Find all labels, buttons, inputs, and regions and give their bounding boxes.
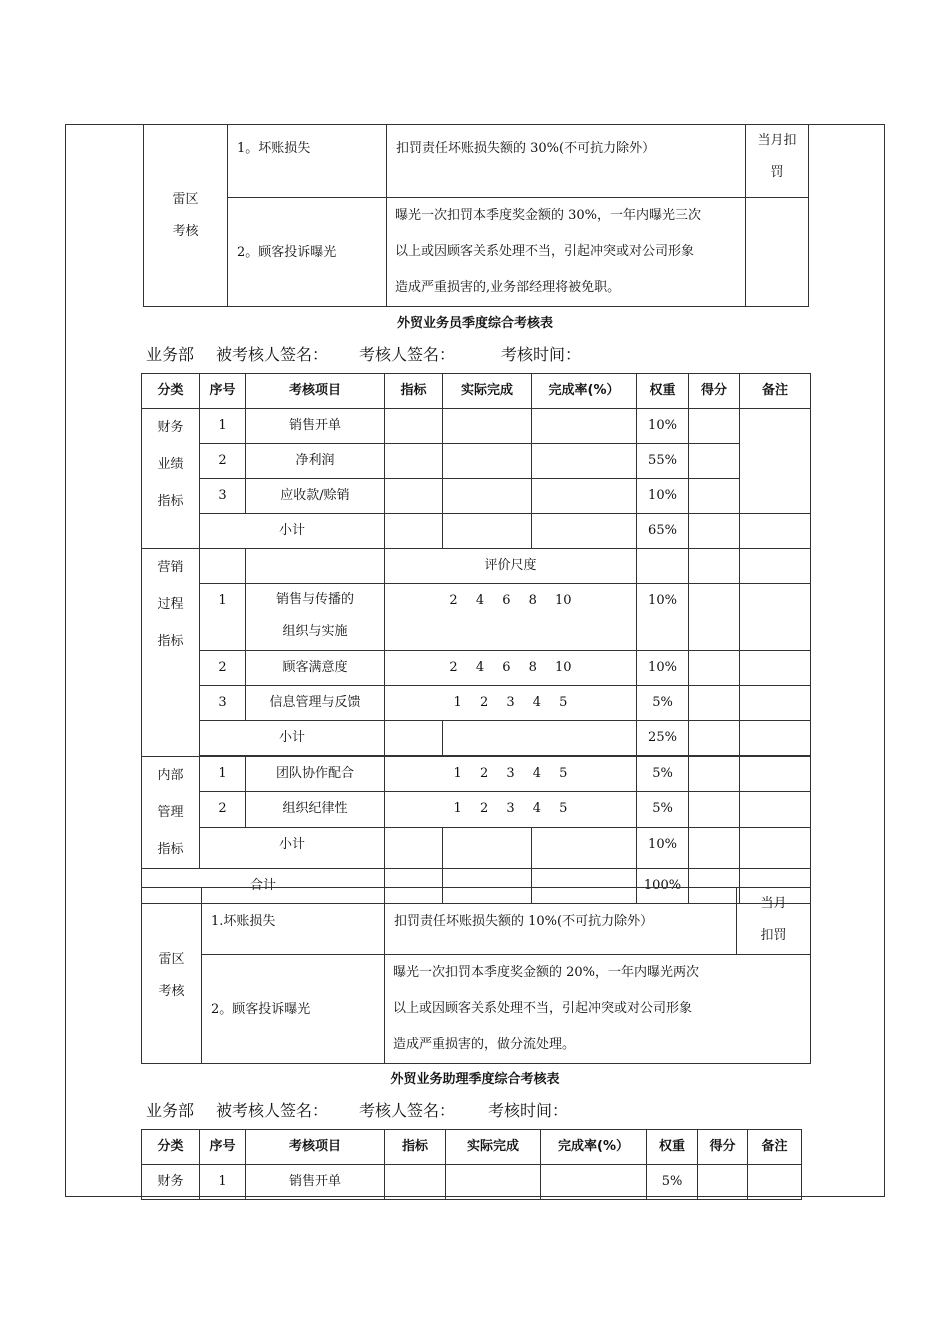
subtotal-row [142, 827, 811, 868]
header-rate: 完成率(%） [532, 374, 637, 409]
desc-bad-debt: 扣罚责任坏账损失额的 10%(不可抗力除外） [385, 888, 737, 955]
table-row [142, 1165, 802, 1200]
row-item: 信息管理与反馈 [246, 686, 385, 721]
row-item: 顾客满意度 [246, 651, 385, 686]
row-scale: 1 2 3 4 5 [385, 792, 637, 827]
table-row [142, 444, 811, 479]
note-empty [746, 198, 809, 307]
item-bad-debt: 1.坏账损失 [202, 888, 385, 955]
category-finance: 财务 业绩 指标 [142, 409, 200, 549]
scale-header: 评价尺度 [385, 549, 637, 584]
time-label: 考核时间： [501, 345, 582, 364]
note-cell: 当月扣 罚 [746, 125, 809, 198]
row-weight: 10% [637, 651, 689, 686]
row-no: 2 [200, 792, 246, 827]
header-weight: 权重 [647, 1130, 698, 1165]
row-scale: 2 4 6 8 10 [385, 651, 637, 686]
row-weight: 10% [637, 479, 689, 514]
header-row [142, 1130, 802, 1165]
header-category: 分类 [142, 1130, 200, 1165]
subtotal-weight: 25% [637, 721, 689, 756]
category-marketing: 营销 过程 指标 [142, 549, 200, 757]
row-scale: 1 2 3 4 5 [385, 686, 637, 721]
assessee-sign-label: 被考核人签名： [216, 1101, 329, 1120]
subtotal-weight: 10% [637, 827, 689, 868]
header-remark: 备注 [748, 1130, 802, 1165]
row-no: 3 [200, 479, 246, 514]
header-weight: 权重 [637, 374, 689, 409]
table-row [142, 757, 811, 792]
assessor-sign-label: 考核人签名： [359, 1101, 456, 1120]
table-row [142, 409, 811, 444]
item-bad-debt: 1。坏账损失 [228, 125, 387, 198]
header-no: 序号 [200, 374, 246, 409]
row-no: 2 [200, 444, 246, 479]
header-category: 分类 [142, 374, 200, 409]
header-actual: 实际完成 [443, 374, 532, 409]
header-indicator: 指标 [385, 1130, 446, 1165]
row-item: 团队协作配合 [246, 757, 385, 792]
desc-bad-debt: 扣罚责任坏账损失额的 30%(不可抗力除外） [387, 125, 746, 198]
assessee-sign-label: 被考核人签名： [216, 345, 329, 364]
subtotal-label: 小计 [200, 827, 385, 868]
header-item: 考核项目 [246, 374, 385, 409]
scale-header-row [142, 549, 811, 584]
table-row [142, 479, 811, 514]
row-no: 2 [200, 651, 246, 686]
row-weight: 5% [637, 792, 689, 827]
table-row [142, 651, 811, 686]
row-item: 销售与传播的 组织与实施 [246, 584, 385, 651]
header-row [142, 374, 811, 409]
section1-table [141, 373, 811, 904]
section2-title: 外贸业务助理季度综合考核表 [390, 1072, 560, 1087]
row-no: 3 [200, 686, 246, 721]
subtotal-row [142, 721, 811, 756]
header-actual: 实际完成 [446, 1130, 541, 1165]
section1-title: 外贸业务员季度综合考核表 [396, 316, 553, 331]
subtotal-label: 小计 [200, 514, 385, 549]
row-item: 组织纪律性 [246, 792, 385, 827]
dept-label: 业务部 [146, 1101, 195, 1120]
dept-label: 业务部 [146, 345, 195, 364]
row-no: 1 [200, 1165, 246, 1200]
note-cell: 当月 扣罚 [737, 888, 811, 955]
table-row [142, 686, 811, 721]
row-category: 财务 [142, 1165, 200, 1200]
table-row [142, 584, 811, 651]
category-minefield: 雷区 考核 [142, 888, 202, 1064]
header-score: 得分 [698, 1130, 748, 1165]
desc-complaint: 曝光一次扣罚本季度奖金额的 20%，一年内曝光两次 以上或因顾客关系处理不当，引起冲突或对公司形象 造成严重损害的，做分流处理。 [385, 955, 811, 1064]
row-weight: 5% [637, 757, 689, 792]
row-weight: 10% [637, 584, 689, 651]
table-row [142, 792, 811, 827]
row-item: 应收款/赊销 [246, 479, 385, 514]
row-weight: 10% [637, 409, 689, 444]
row-item: 净利润 [246, 444, 385, 479]
header-no: 序号 [200, 1130, 246, 1165]
top-minefield-table [143, 124, 809, 307]
header-indicator: 指标 [385, 374, 443, 409]
header-item: 考核项目 [246, 1130, 385, 1165]
row-item: 销售开单 [246, 409, 385, 444]
section2-table [141, 1129, 802, 1200]
total-label: 合计 [142, 869, 385, 904]
subtotal-weight: 65% [637, 514, 689, 549]
category-cell: 雷区 考核 [144, 125, 228, 307]
section1-minefield-table [141, 887, 811, 1064]
row-no: 1 [200, 584, 246, 651]
row-weight: 5% [637, 686, 689, 721]
row-scale: 1 2 3 4 5 [385, 757, 637, 792]
subtotal-row [142, 514, 811, 549]
header-score: 得分 [689, 374, 740, 409]
row-weight: 55% [637, 444, 689, 479]
item-complaint: 2。顾客投诉曝光 [202, 955, 385, 1064]
assessor-sign-label: 考核人签名： [359, 345, 456, 364]
header-rate: 完成率(%） [541, 1130, 647, 1165]
row-no: 1 [200, 757, 246, 792]
item-complaint: 2。顾客投诉曝光 [228, 198, 387, 307]
total-weight: 100% [637, 869, 689, 904]
desc-complaint: 曝光一次扣罚本季度奖金额的 30%，一年内曝光三次 以上或因顾客关系处理不当，引起冲突或对公司形象 造成严重损害的,业务部经理将被免职。 [387, 198, 746, 307]
time-label: 考核时间： [488, 1101, 569, 1120]
row-no: 1 [200, 409, 246, 444]
row-weight: 5% [647, 1165, 698, 1200]
category-internal: 内部 管理 指标 [142, 757, 200, 869]
row-scale: 2 4 6 8 10 [385, 584, 637, 651]
header-remark: 备注 [740, 374, 811, 409]
subtotal-label: 小计 [200, 721, 385, 756]
row-item: 销售开单 [246, 1165, 385, 1200]
